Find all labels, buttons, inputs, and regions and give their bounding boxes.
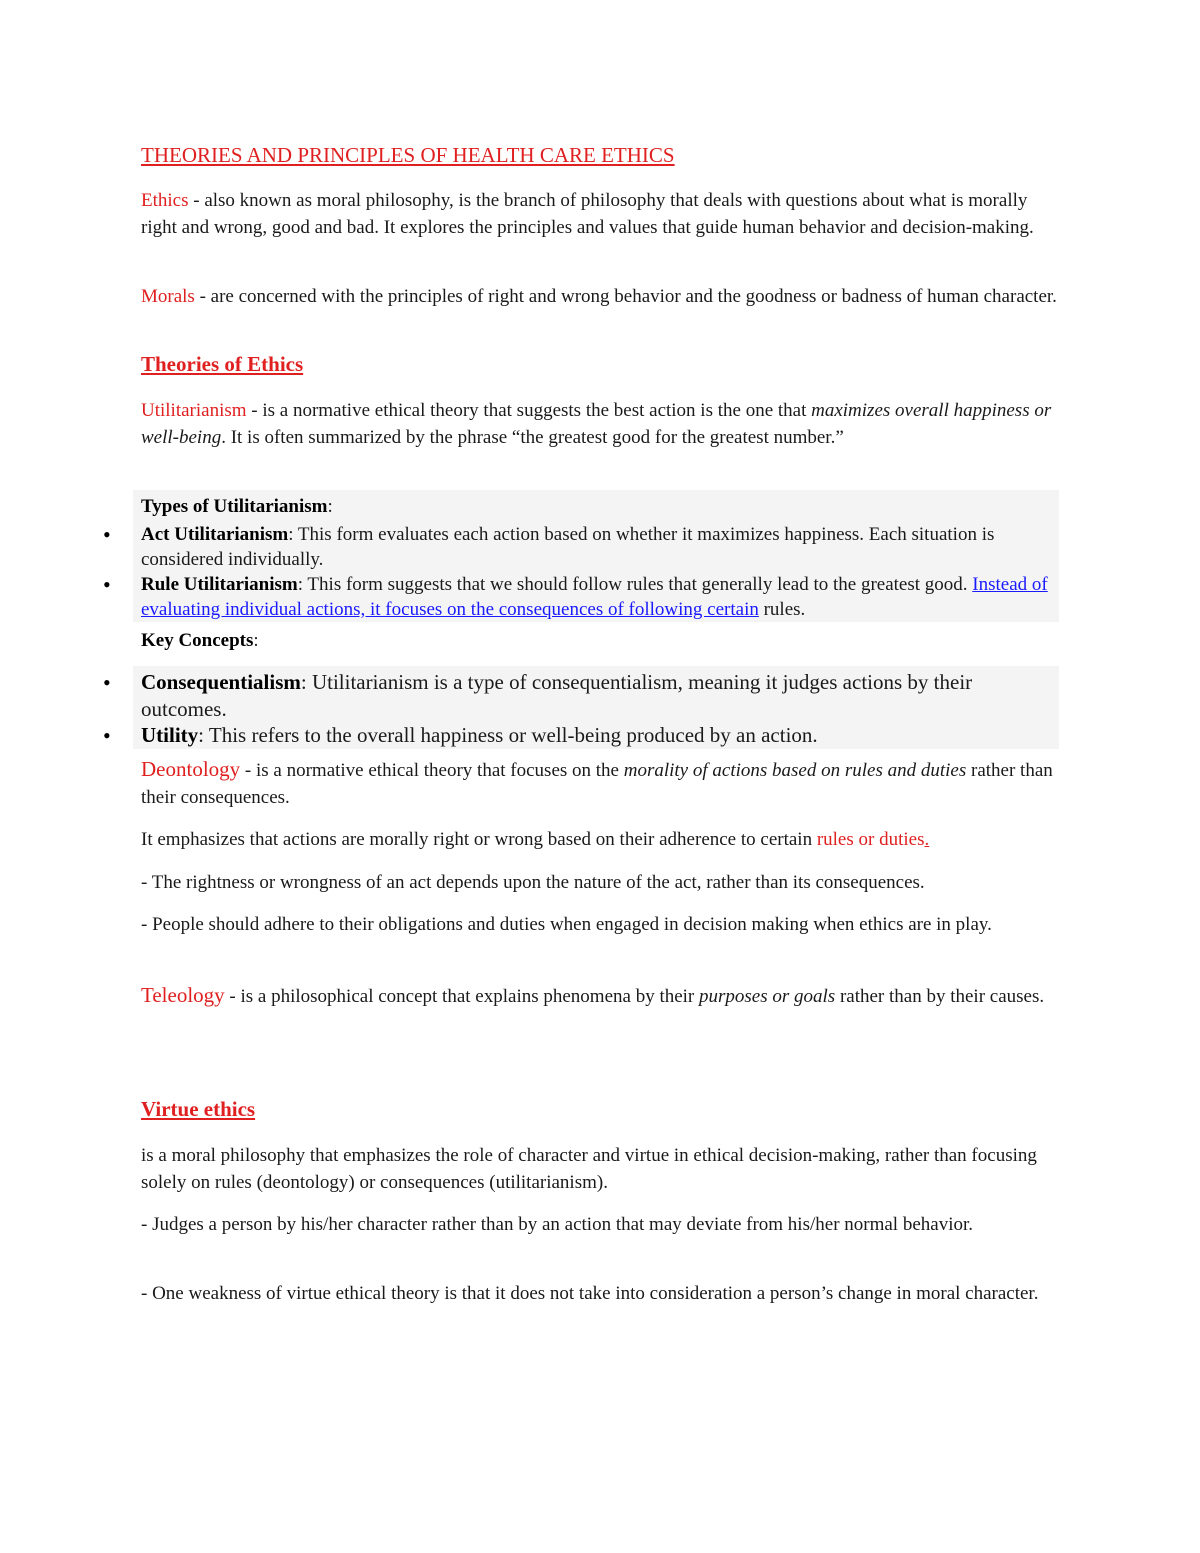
- rule-utilitarianism-text: : This form suggests that we should follow rules that generally lead to the greatest good.: [297, 574, 973, 595]
- deontology-emphasis: [141, 826, 1061, 853]
- utilitarianism-text-before: - is a normative ethical theory that suggests the best action is the one that: [246, 400, 812, 421]
- teleology-text-before: - is a philosophical concept that explains phenomena by their: [224, 986, 700, 1007]
- deontology-p2-after: .: [924, 829, 930, 850]
- deontology-p2-red: rules or duties: [816, 829, 925, 850]
- bullet-icon: •: [103, 723, 111, 748]
- deontology-text-after: rather than their consequences.: [141, 760, 1053, 808]
- deontology-point-1: - The rightness or wrongness of an act depends upon the nature of the act, rather than its consequences.: [141, 872, 925, 893]
- ethics-text: - also known as moral philosophy, is the branch of philosophy that deals with questions about what is morally right and wrong, good and bad. It explores the principles and values that guide human behavior and decision-making.: [141, 190, 1034, 238]
- bullet-icon: •: [103, 572, 111, 597]
- act-utilitarianism-text: : This form evaluates each action based on whether it maximizes happiness. Each situation is considered individually.: [141, 524, 995, 570]
- utilitarianism-definition: [141, 397, 1061, 451]
- bullet-icon: •: [103, 670, 111, 695]
- types-colon: :: [327, 496, 333, 517]
- utility-text: : This refers to the overall happiness or well-being produced by an action.: [198, 723, 818, 747]
- teleology-term: Teleology: [141, 983, 225, 1007]
- ethics-definition: [141, 187, 1061, 241]
- consequentialism-label: Consequentialism: [141, 670, 301, 694]
- virtue-ethics-definition: is a moral philosophy that emphasizes the role of character and virtue in ethical decision-making, rather than focusing solely on rules (deontology) or consequences (utilitarianism).: [141, 1145, 1037, 1193]
- key-concepts-heading-line: [141, 627, 1061, 654]
- morals-definition: [141, 283, 1061, 310]
- rule-utilitarianism-text-after: rules.: [758, 599, 806, 620]
- list-item-act-utilitarianism: [141, 522, 1056, 572]
- rule-utilitarianism-link[interactable]: Instead of evaluating individual actions, it focuses on the consequences of following certain: [141, 574, 1048, 620]
- deontology-text-before: - is a normative ethical theory that focuses on the: [240, 760, 624, 781]
- bullet-icon: •: [103, 522, 111, 547]
- deontology-point-2: - People should adhere to their obligations and duties when engaged in decision making when ethics are in play.: [141, 914, 992, 935]
- deontology-p2-before: It emphasizes that actions are morally right or wrong based on their adherence to certain: [141, 829, 817, 850]
- rule-utilitarianism-label: Rule Utilitarianism: [141, 574, 298, 595]
- teleology-definition: [141, 982, 1061, 1010]
- list-item-consequentialism: [141, 669, 1056, 723]
- types-heading-line: [141, 493, 1061, 520]
- ethics-term: Ethics: [141, 190, 189, 211]
- consequentialism-text: : Utilitarianism is a type of consequentialism, meaning it judges actions by their outcomes.: [141, 670, 973, 721]
- virtue-ethics-heading: Virtue ethics: [141, 1097, 256, 1121]
- list-item-utility: [141, 722, 1056, 749]
- teleology-text-after: rather than by their causes.: [835, 986, 1045, 1007]
- virtue-ethics-point-1: - Judges a person by his/her character rather than by an action that may deviate from his/her normal behavior.: [141, 1214, 974, 1235]
- deontology-term: Deontology: [141, 757, 241, 781]
- morals-term: Morals: [141, 286, 195, 307]
- utilitarianism-italic: maximizes overall happiness or well-being: [141, 400, 1052, 448]
- key-concepts-colon: :: [253, 630, 259, 651]
- deontology-definition: [141, 756, 1061, 811]
- types-heading: Types of Utilitarianism: [141, 496, 328, 517]
- act-utilitarianism-label: Act Utilitarianism: [141, 524, 289, 545]
- teleology-italic: purposes or goals: [699, 986, 836, 1007]
- document-title: THEORIES AND PRINCIPLES OF HEALTH CARE ETHICS: [141, 143, 675, 167]
- utilitarianism-term: Utilitarianism: [141, 400, 247, 421]
- virtue-ethics-point-2: - One weakness of virtue ethical theory is that it does not take into consideration a person’s change in moral character.: [141, 1283, 1039, 1304]
- deontology-italic: morality of actions based on rules and duties: [623, 760, 967, 781]
- utility-label: Utility: [141, 723, 199, 747]
- key-concepts-heading: Key Concepts: [141, 630, 254, 651]
- morals-text: - are concerned with the principles of right and wrong behavior and the goodness or badness of human character.: [194, 286, 1057, 307]
- utilitarianism-text-after: . It is often summarized by the phrase “the greatest good for the greatest number.”: [221, 427, 844, 448]
- theories-heading: Theories of Ethics: [141, 352, 304, 376]
- list-item-rule-utilitarianism: [141, 572, 1056, 622]
